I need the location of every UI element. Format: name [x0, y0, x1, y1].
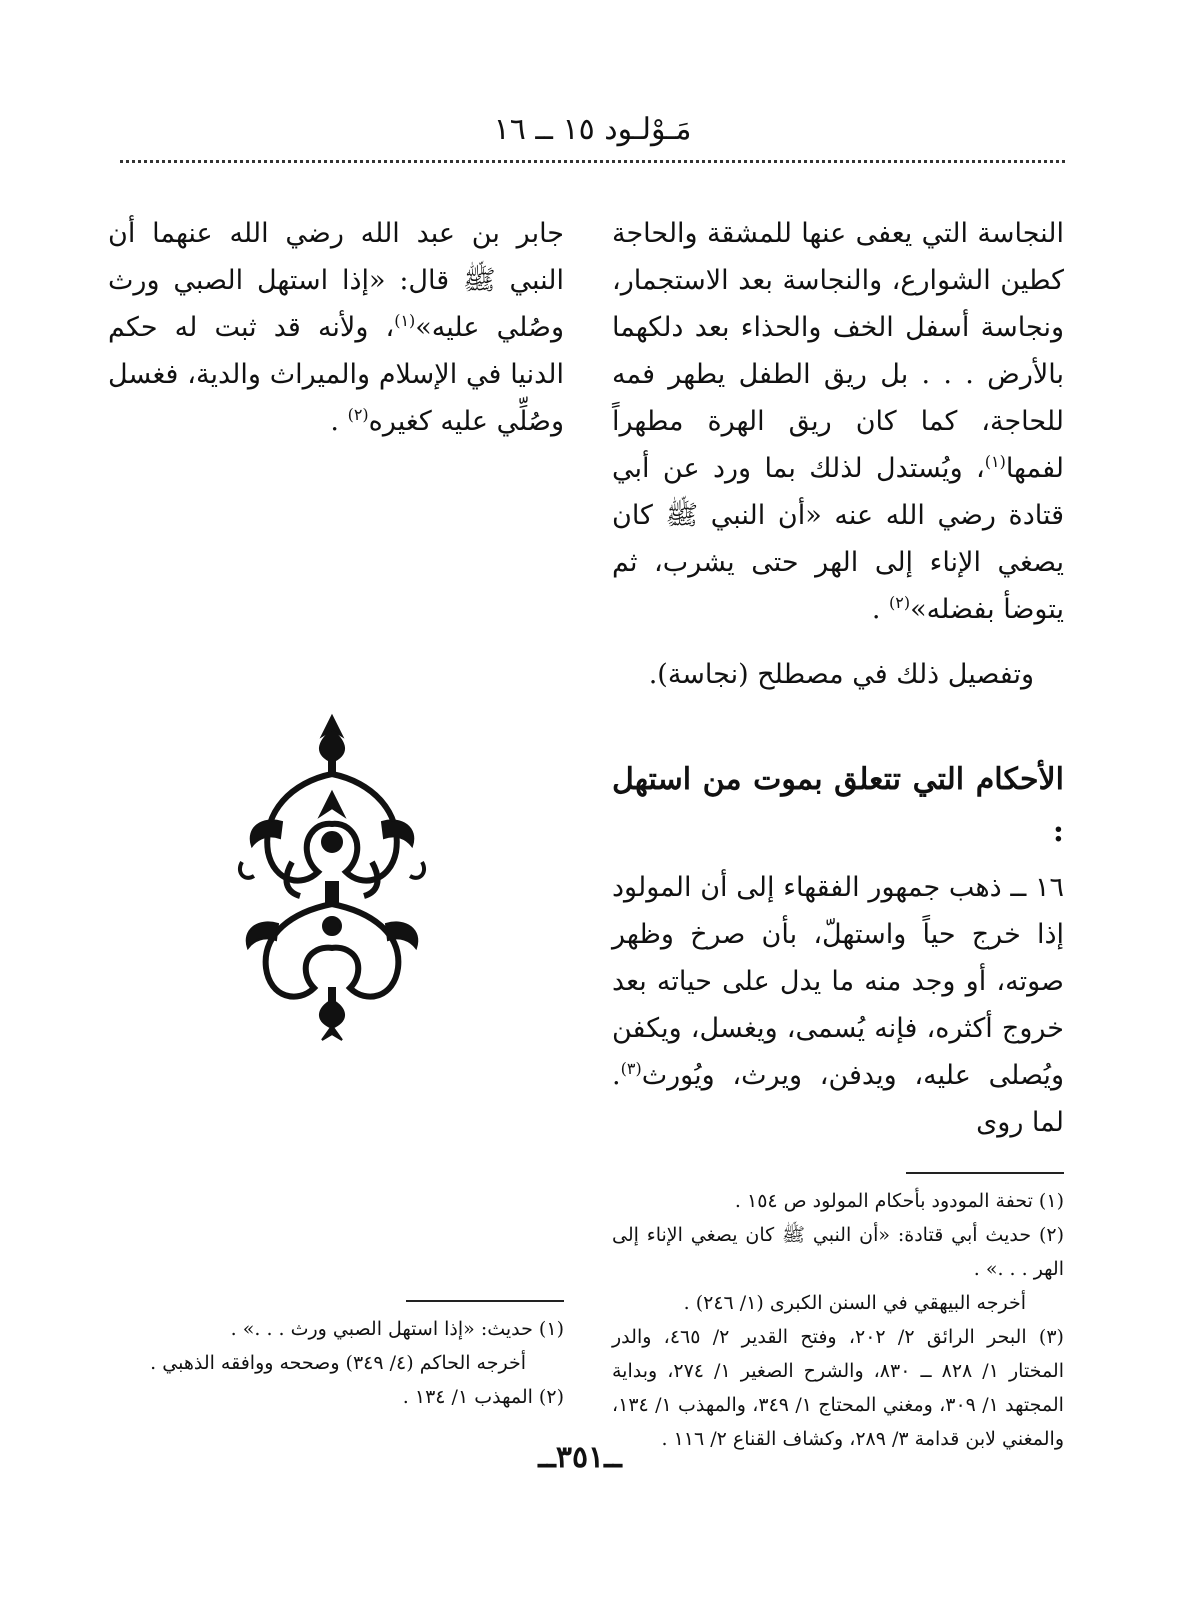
right-paragraph-2: وتفصيل ذلك في مصطلح (نجاسة).: [648, 659, 1034, 690]
footnote-ref: (١): [394, 311, 416, 330]
footnote-rule: [906, 1172, 1064, 1174]
header-title: مَـوْلـود ١٥ ــ ١٦: [493, 112, 692, 147]
left-footnotes: [108, 1300, 564, 1414]
left-column: [108, 210, 564, 463]
footnote-1: (١) حديث: «إذا استهل الصبي ورث . . .» .: [230, 1318, 564, 1340]
footnote-2: (٢) حديث أبي قتادة: «أن النبي ﷺ كان يصغي الإناء إلى الهر . . .» .: [612, 1224, 1064, 1280]
footnote-2-source: أخرجه البيهقي في السنن الكبرى (١/ ٢٤٦) .: [683, 1292, 1026, 1314]
left-para1-continued: ، ولأنه قد ثبت له حكم الدنيا في الإسلام والميراث والدية، فغسل وصُلِّي عليه كغيره: [108, 312, 564, 437]
right-para1-end: .: [871, 594, 881, 625]
right-para1-text: النجاسة التي يعفى عنها للمشقة والحاجة كطين الشوارع، والنجاسة بعد الاستجمار، ونجاسة أسفل الخف والحذاء بعد دلكهما بالأرض . . . بل ريق الطفل يطهر فمه للحاجة، كما كان ريق الهرة مطهراً لفمها: [612, 218, 1064, 484]
footnote-1-source: أخرجه الحاكم (٤/ ٣٤٩) وصححه ووافقه الذهبي .: [150, 1352, 526, 1374]
left-paragraph-1: [108, 210, 564, 445]
right-paragraph-1: [612, 210, 1064, 633]
left-footnotes-list: [108, 1312, 564, 1414]
footnote-ref: (٢): [347, 405, 369, 424]
footnote-ref: (٢): [889, 593, 911, 612]
right-paragraph-3: [612, 864, 1064, 1146]
footnote-ref: (٣): [620, 1059, 642, 1078]
section-heading: الأحكام التي تتعلق بموت من استهل :: [612, 762, 1064, 849]
right-footnotes: [612, 1184, 1064, 1456]
right-column: [612, 210, 1064, 1456]
page-number: ــ٣٥١ــ: [538, 1440, 622, 1475]
footnote-ref: (١): [984, 452, 1006, 471]
floral-arabesque-ornament-icon: [222, 712, 442, 1042]
header-dotted-rule: [120, 160, 1065, 163]
right-para1-continued: ، ويُستدل لذلك بما ورد عن أبي قتادة رضي الله عنه «أن النبي ﷺ كان يصغي الإناء إلى الهر حتى يشرب، ثم يتوضأ بفضله»: [612, 453, 1064, 625]
footnote-2: (٢) المهذب ١/ ١٣٤ .: [402, 1386, 564, 1408]
footnote-3: (٣) البحر الرائق ٢/ ٢٠٢، وفتح القدير ٢/ ٤٦٥، والدر المختار ١/ ٨٢٨ ــ ٨٣٠، والشرح الصغير ١/ ٢٧٤، وبداية المجتهد ١/ ٣٠٩، ومغني المحتاج ١/ ٣٤٩، والمهذب ١/ ١٣٤، والمغني لابن قدامة ٣/ ٢٨٩، وكشاف القناع ٢/ ١١٦ .: [612, 1326, 1064, 1450]
left-para1-end: .: [330, 406, 339, 437]
running-header: [120, 108, 1065, 158]
right-para3-end: . لما روى: [612, 1060, 1064, 1138]
footnote-rule: [406, 1300, 564, 1302]
footnote-1: (١) تحفة المودود بأحكام المولود ص ١٥٤ .: [734, 1190, 1064, 1212]
left-para1-text: جابر بن عبد الله رضي الله عنهما أن النبي ﷺ قال: «إذا استهل الصبي ورث وصُلي عليه»: [108, 218, 564, 343]
right-para3-text: ١٦ ــ ذهب جمهور الفقهاء إلى أن المولود إذا خرج حياً واستهلّ، بأن صرخ وظهر صوته، أو وجد منه ما يدل على حياته بعد خروج أكثره، فإنه يُسمى، ويغسل، ويكفن ويُصلى عليه، ويدفن، ويرث، ويُورث: [612, 872, 1064, 1091]
